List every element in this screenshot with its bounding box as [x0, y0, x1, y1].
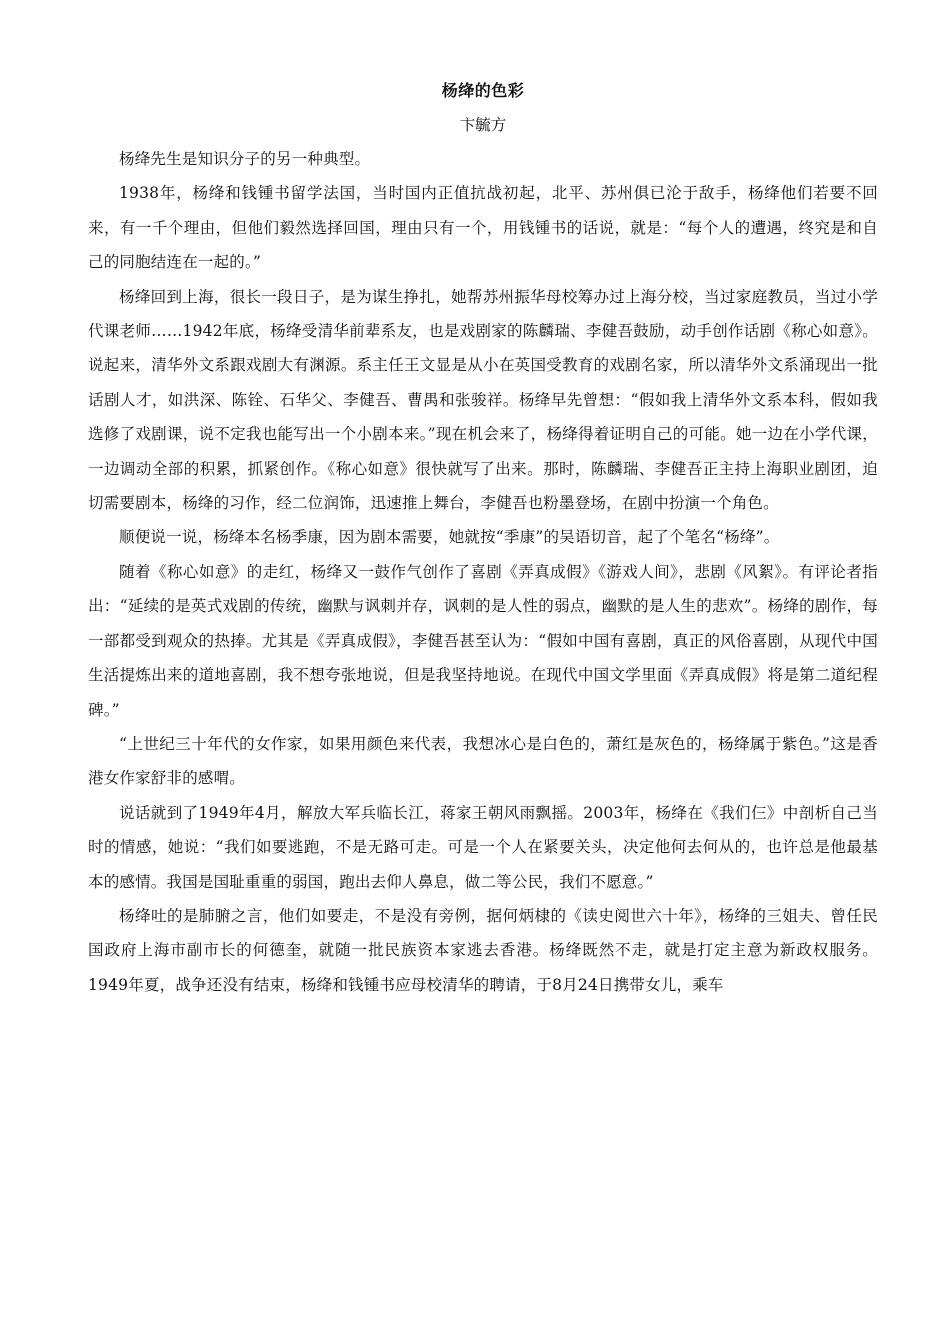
document-page — [88, 74, 878, 1002]
paragraph-2: 1938年，杨绛和钱锺书留学法国，当时国内正值抗战初起，北平、苏州俱已沦于敌手，杨绛他们若要不回来，有一千个理由，但他们毅然选择回国，理由只有一个，用钱锺书的话说，就是：“每个人的遭遇，终究是和自己的同胞结连在一起的。” — [88, 184, 878, 272]
paragraph-6: “上世纪三十年代的女作家，如果用颜色来代表，我想冰心是白色的，萧红是灰色的，杨绛属于紫色。”这是香港女作家舒非的感喟。 — [88, 734, 878, 788]
article-title: 杨绛的色彩 — [441, 81, 525, 100]
paragraph-8: 杨绛吐的是肺腑之言，他们如要走，不是没有旁例，据何炳棣的《读史阅世六十年》，杨绛的三姐夫、曾任民国政府上海市副市长的何德奎，就随一批民族资本家逃去香港。杨绛既然不走，就是打定主意为新政权服务。1949年夏，战争还没有结束，杨绛和钱锺书应母校清华的聘请，于8月24日携带女儿，乘车 — [88, 906, 878, 994]
paragraph-7: 说话就到了1949年4月，解放大军兵临长江，蒋家王朝风雨飘摇。2003年，杨绛在《我们仨》中剖析自己当时的情感，她说：“我们如要逃跑，不是无路可走。可是一个人在紧要关头，决定他何去何从的，也许总是他最基本的感情。我国是国耻重重的弱国，跑出去仰人鼻息，做二等公民，我们不愿意。” — [88, 803, 878, 891]
paragraph-3: 杨绛回到上海，很长一段日子，是为谋生挣扎，她帮苏州振华母校筹办过上海分校，当过家庭教员，当过小学代课老师……1942年底，杨绛受清华前辈系友，也是戏剧家的陈麟瑞、李健吾鼓励，动手创作话剧《称心如意》。说起来，清华外文系跟戏剧大有渊源。系主任王文显是从小在英国受教育的戏剧名家，所以清华外文系涌现出一批话剧人才，如洪深、陈铨、石华父、李健吾、曹禺和张骏祥。杨绛早先曾想：“假如我上清华外文系本科，假如我选修了戏剧课，说不定我也能写出一个小剧本来。”现在机会来了，杨绛得着证明自己的可能。她一边在小学代课，一边调动全部的积累，抓紧创作。《称心如意》很快就写了出来。那时，陈麟瑞、李健吾正主持上海职业剧团，迫切需要剧本，杨绛的习作，经二位润饰，迅速推上舞台，李健吾也粉墨登场，在剧中扮演一个角色。 — [88, 287, 878, 513]
article-author: 卞毓方 — [459, 116, 507, 134]
paragraph-5: 随着《称心如意》的走红，杨绛又一鼓作气创作了喜剧《弄真成假》《游戏人间》，悲剧《风絮》。有评论者指出：“延续的是英式戏剧的传统，幽默与讽刺并存，讽刺的是人性的弱点，幽默的是人生的悲欢”。杨绛的剧作，每一部都受到观众的热捧。尤其是《弄真成假》，李健吾甚至认为：“假如中国有喜剧，真正的风俗喜剧，从现代中国生活提炼出来的道地喜剧，我不想夸张地说，但是我坚持地说。在现代中国文学里面《弄真成假》将是第二道纪程碑。” — [88, 562, 878, 719]
paragraph-4: 顺便说一说，杨绛本名杨季康，因为剧本需要，她就按“季康”的吴语切音，起了个笔名“杨绛”。 — [119, 528, 780, 547]
paragraph-1: 杨绛先生是知识分子的另一种典型。 — [119, 150, 371, 168]
